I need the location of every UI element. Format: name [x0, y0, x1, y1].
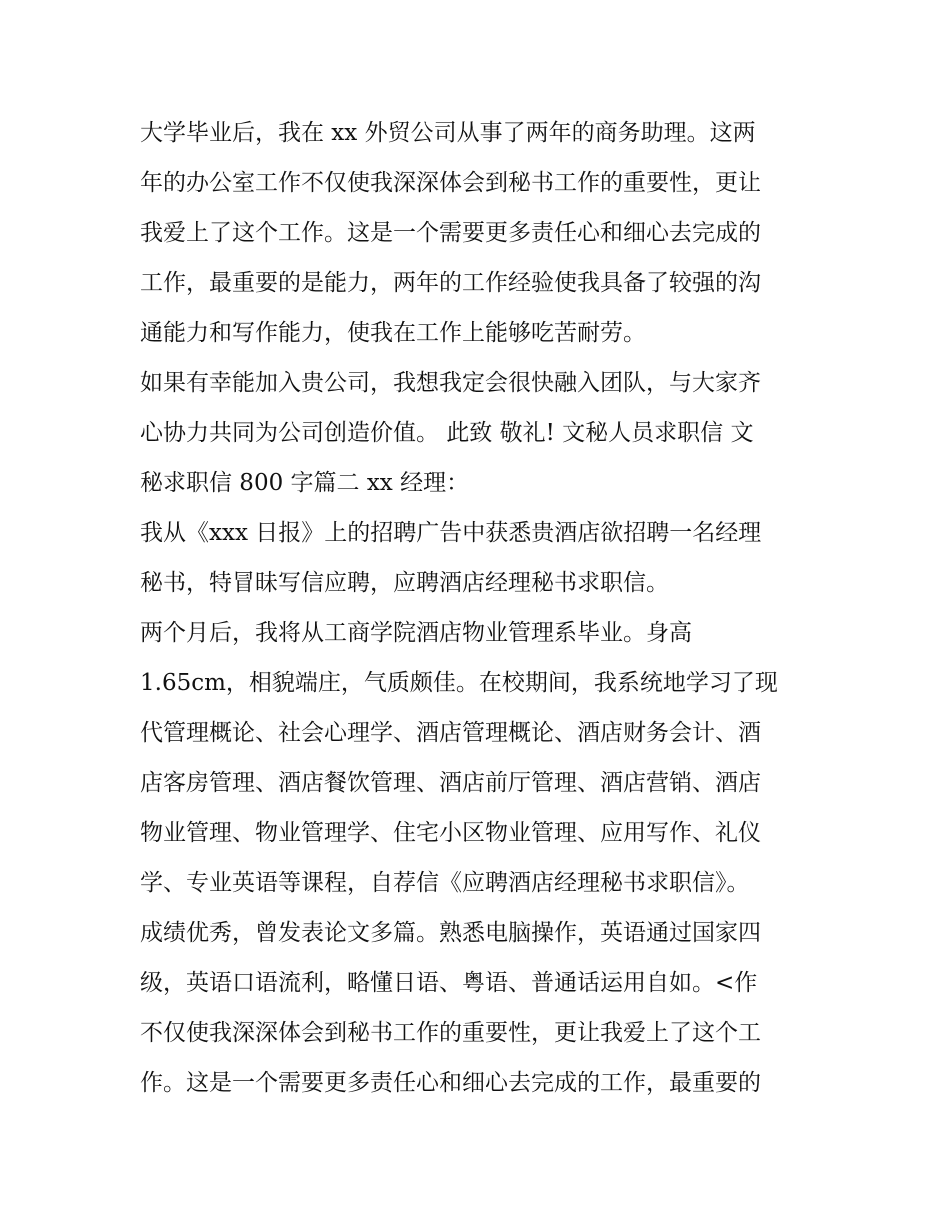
text-line: 物业管理、物业管理学、住宅小区物业管理、应用写作、礼仪 — [140, 820, 761, 846]
text-line: 我爱上了这个工作。这是一个需要更多责任心和细心去完成的 — [140, 220, 761, 246]
text-line: 1.65cm，相貌端庄，气质颇佳。在校期间，我系统地学习了现 — [140, 670, 778, 696]
text-line: 店客房管理、酒店餐饮管理、酒店前厅管理、酒店营销、酒店 — [140, 770, 761, 796]
text-line: 代管理概论、社会心理学、酒店管理概论、酒店财务会计、酒 — [140, 720, 761, 746]
text-line: 学、专业英语等课程，自荐信《应聘酒店经理秘书求职信》。 — [140, 870, 750, 896]
text-line: 如果有幸能加入贵公司，我想我定会很快融入团队，与大家齐 — [140, 370, 761, 396]
text-line: 年的办公室工作不仅使我深深体会到秘书工作的重要性，更让 — [140, 170, 761, 196]
text-line: 我从《xxx 日报》上的招聘广告中获悉贵酒店欲招聘一名经理 — [140, 520, 762, 546]
text-line: 作。这是一个需要更多责任心和细心去完成的工作，最重要的 — [140, 1070, 761, 1096]
text-line: 心协力共同为公司创造价值。 此致 敬礼! 文秘人员求职信 文 — [140, 420, 754, 446]
text-line: 两个月后，我将从工商学院酒店物业管理系毕业。身高 — [140, 620, 692, 646]
text-line: 不仅使我深深体会到秘书工作的重要性，更让我爱上了这个工 — [140, 1020, 761, 1046]
text-line: 成绩优秀，曾发表论文多篇。熟悉电脑操作，英语通过国家四 — [140, 920, 761, 946]
text-line: 秘求职信 800 字篇二 xx 经理： — [140, 470, 470, 496]
text-line: 级，英语口语流利，略懂日语、粤语、普通话运用自如。<作 — [140, 970, 758, 996]
text-line: 工作，最重要的是能力，两年的工作经验使我具备了较强的沟 — [140, 270, 761, 296]
text-line: 大学毕业后，我在 xx 外贸公司从事了两年的商务助理。这两 — [140, 120, 756, 146]
text-line: 通能力和写作能力，使我在工作上能够吃苦耐劳。 — [140, 320, 646, 346]
document-page — [140, 108, 820, 1108]
text-line: 秘书，特冒昧写信应聘，应聘酒店经理秘书求职信。 — [140, 570, 669, 596]
